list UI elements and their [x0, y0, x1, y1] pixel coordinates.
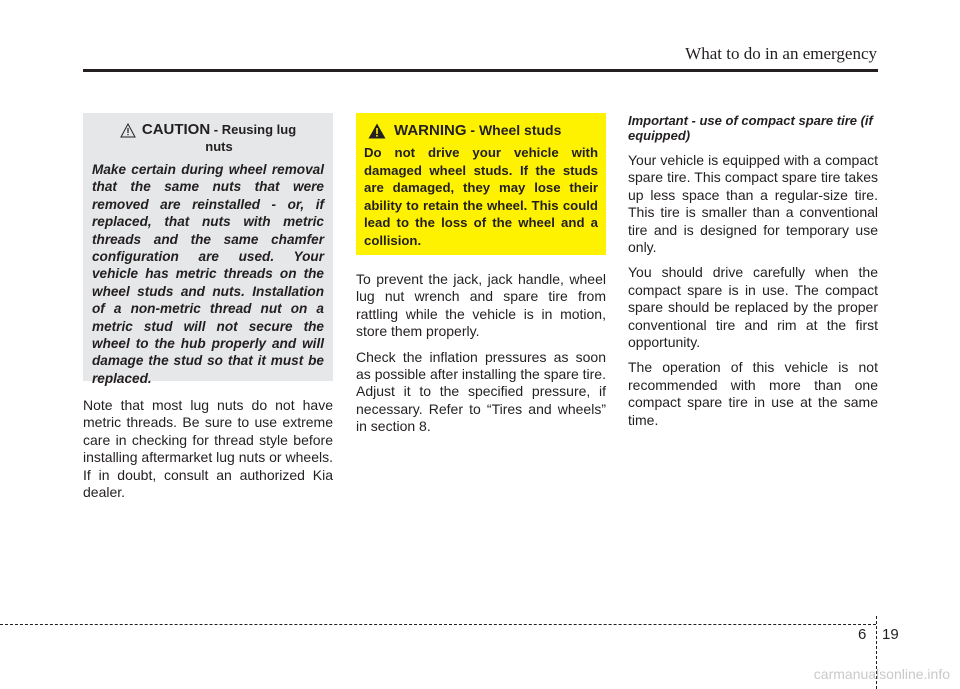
chapter-number: 6 [858, 626, 867, 643]
warning-title [394, 122, 561, 139]
lug-nut-note: Note that most lug nuts do not have metric threads. Be sure to use extreme care in checking for thread style before installing aftermarket lug nuts or wheels. If in doubt, consult an authorized Kia dealer. [83, 397, 333, 501]
caution-box [83, 113, 333, 386]
compact-spare-paragraph-2: You should drive carefully when the compact spare is in use. The compact spare should be replaced by the proper conventional tire and rim at the first opportunity. [628, 264, 878, 351]
caution-subtitle-line2: nuts [205, 139, 233, 154]
caution-subtitle: - Reusing lug [210, 122, 297, 137]
caution-keyword: CAUTION [141, 121, 211, 138]
watermark: carmanualsonline.info [813, 666, 950, 682]
warning-keyword: WARNING [394, 122, 467, 139]
footer-rule [0, 624, 876, 625]
caution-triangle-icon [120, 123, 136, 138]
inflation-paragraph: Check the inflation pressures as soon as possible after installing the spare tire. Adjust it to the specified pressure, if necessary. Refer to “Tires and wheels” in section 8. [356, 348, 606, 435]
warning-body: Do not drive your vehicle with damaged wheel studs. If the studs are damaged, they may lose their ability to retain the wheel. This could lead to the loss of the wheel and a collision. [364, 145, 598, 248]
column-3-text [628, 113, 878, 437]
storage-paragraph: To prevent the jack, jack handle, wheel lug nut wrench and spare tire from rattling while the vehicle is in motion, store them properly. [356, 271, 606, 340]
header-rule [83, 69, 878, 72]
warning-triangle-icon [368, 123, 386, 139]
compact-spare-paragraph-1: Your vehicle is equipped with a compact spare tire. This compact spare tire takes up less space than a regular-size tire. This tire is smaller than a conventional tire and is designed for temporary use only. [628, 152, 878, 256]
caution-body: Make certain during wheel removal that the same nuts that were removed are reinstalled - or, if replaced, that nuts with metric threads and the same chamfer configuration are used. Your vehicle has metric threads on the wheel studs and nuts. Installation of a non-metric thread nut on a metric stud will not secure the wheel to the hub properly and will damage the stud so that it must be replaced. [92, 162, 324, 386]
warning-subtitle: - Wheel studs [466, 122, 562, 138]
caution-heading [92, 121, 324, 155]
warning-heading [364, 122, 598, 139]
compact-spare-subheading: Important - use of compact spare tire (if equipped) [628, 113, 873, 143]
column-2-text [356, 271, 606, 444]
column-1-text [83, 397, 333, 509]
warning-box [356, 113, 606, 255]
compact-spare-paragraph-3: The operation of this vehicle is not recommended with more than one compact spare tire in use at the same time. [628, 359, 878, 428]
page-number: 19 [882, 626, 899, 643]
caution-title [142, 121, 296, 155]
running-header: What to do in an emergency [685, 44, 877, 63]
